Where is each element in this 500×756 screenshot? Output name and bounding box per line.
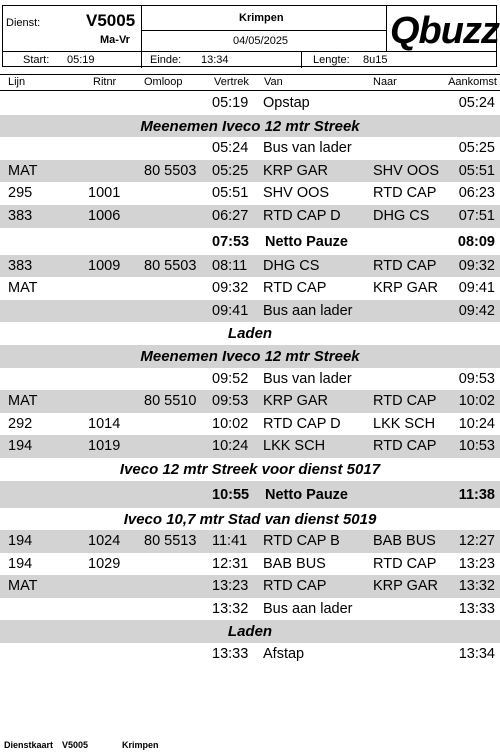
- arrival-time: 13:23: [458, 555, 495, 572]
- trip-row: [0, 390, 500, 413]
- to-stop: RTD CAP: [373, 185, 437, 202]
- line-number: MAT: [8, 162, 38, 179]
- to-stop: LKK SCH: [373, 415, 436, 432]
- lengte-label: Lengte:: [313, 54, 350, 66]
- line-number: MAT: [8, 393, 38, 410]
- trip-number: 1019: [88, 438, 121, 455]
- trip-row: [0, 137, 500, 160]
- trip-number: 1009: [88, 257, 121, 274]
- departure-time: 13:32: [212, 600, 249, 617]
- col-omloop: Omloop: [144, 76, 183, 88]
- departure-time: 13:23: [212, 578, 249, 595]
- departure-time: 05:25: [212, 162, 249, 179]
- trip-row: [0, 530, 500, 553]
- block-number: 80 5503: [144, 162, 197, 179]
- pause-row: [0, 481, 500, 508]
- trip-row: [0, 182, 500, 205]
- departure-time: 12:31: [212, 555, 249, 572]
- from-stop: RTD CAP B: [263, 533, 340, 550]
- arrival-time: 11:38: [458, 486, 495, 503]
- from-stop: Afstap: [263, 646, 305, 663]
- section-title: Laden: [227, 623, 273, 641]
- departure-time: 06:27: [212, 207, 249, 224]
- from-stop: Bus van lader: [263, 370, 352, 387]
- trip-number: 1001: [88, 185, 121, 202]
- section-title: Iveco 12 mtr Streek voor dienst 5017: [119, 460, 381, 478]
- section-title-row: [0, 322, 500, 345]
- col-naar: Naar: [373, 76, 397, 88]
- col-vertrek: Vertrek: [214, 76, 249, 88]
- line-number: MAT: [8, 280, 38, 297]
- departure-time: 05:19: [212, 95, 249, 111]
- lengte-value: 8u15: [363, 54, 388, 66]
- trip-number: 1029: [88, 555, 121, 572]
- einde-label: Einde:: [150, 54, 182, 66]
- from-stop: RTD CAP: [263, 578, 327, 595]
- qbuzz-logo: Qbuzz: [390, 10, 499, 52]
- col-ritnr: Ritnr: [93, 76, 117, 88]
- to-stop: SHV OOS: [373, 162, 440, 179]
- from-stop: KRP GAR: [263, 162, 329, 179]
- to-stop: DHG CS: [373, 207, 430, 224]
- departure-time: 10:02: [212, 415, 249, 432]
- arrival-time: 13:34: [458, 646, 495, 663]
- block-number: 80 5513: [144, 533, 197, 550]
- departure-time: 09:32: [212, 280, 249, 297]
- arrival-time: 05:51: [458, 162, 495, 179]
- col-aankomst: Aankomst: [448, 76, 497, 88]
- from-stop: SHV OOS: [263, 185, 330, 202]
- arrival-time: 09:32: [458, 257, 495, 274]
- arrival-time: 10:53: [458, 438, 495, 455]
- from-stop: KRP GAR: [263, 393, 329, 410]
- trip-number: 1014: [88, 415, 121, 432]
- trip-row: [0, 160, 500, 183]
- arrival-time: 05:24: [458, 95, 495, 111]
- arrival-time: 09:42: [458, 302, 495, 319]
- section-title-row: [0, 115, 500, 138]
- start-value: 05:19: [67, 54, 95, 66]
- section-title: Meenemen Iveco 12 mtr Streek: [140, 347, 360, 365]
- to-stop: BAB BUS: [373, 533, 436, 550]
- from-stop: Bus van lader: [263, 140, 352, 157]
- arrival-time: 06:23: [458, 185, 495, 202]
- days: Ma-Vr: [100, 34, 130, 46]
- arrival-time: 10:02: [458, 393, 495, 410]
- arrival-time: 08:09: [457, 233, 495, 250]
- from-stop: Bus aan lader: [263, 600, 353, 617]
- departure-time: 09:53: [212, 393, 249, 410]
- footer-location: Krimpen: [122, 740, 159, 750]
- from-stop: Netto Pauze: [265, 486, 348, 503]
- trip-row: [0, 205, 500, 228]
- col-lijn: Lijn: [8, 76, 26, 88]
- departure-time: 05:51: [212, 185, 249, 202]
- to-stop: RTD CAP: [373, 555, 437, 572]
- location: Krimpen: [239, 12, 284, 24]
- from-stop: DHG CS: [263, 257, 320, 274]
- arrival-time: 09:41: [458, 280, 495, 297]
- block-number: 80 5503: [144, 257, 197, 274]
- block-number: 80 5510: [144, 393, 197, 410]
- departure-time: 09:52: [212, 370, 249, 387]
- section-title: Meenemen Iveco 12 mtr Streek: [140, 117, 360, 135]
- departure-time: 11:41: [212, 533, 248, 550]
- line-number: 194: [8, 533, 33, 550]
- departure-time: 05:24: [212, 140, 249, 157]
- arrival-time: 10:24: [458, 415, 495, 432]
- departure-time: 07:53: [212, 233, 250, 250]
- footer-dienst: V5005: [62, 740, 89, 750]
- date: 04/05/2025: [233, 35, 289, 47]
- dienst-value: V5005: [86, 11, 136, 30]
- trip-row: [0, 553, 500, 576]
- from-stop: RTD CAP D: [263, 415, 341, 432]
- section-title: Iveco 10,7 mtr Stad van dienst 5019: [123, 510, 377, 528]
- header-box: [2, 5, 497, 67]
- line-number: 194: [8, 438, 33, 455]
- from-stop: LKK SCH: [263, 438, 326, 455]
- pause-row: [0, 228, 500, 255]
- from-stop: Netto Pauze: [265, 233, 348, 250]
- departure-time: 10:55: [212, 486, 250, 503]
- footer-doc: Dienstkaart: [4, 740, 54, 750]
- line-number: 292: [8, 415, 33, 432]
- from-stop: BAB BUS: [263, 555, 326, 572]
- from-stop: RTD CAP D: [263, 207, 341, 224]
- trip-row: [0, 368, 500, 391]
- trip-row: [0, 435, 500, 458]
- trip-row: [0, 598, 500, 621]
- section-title-row: [0, 458, 500, 481]
- arrival-time: 05:25: [458, 140, 495, 157]
- line-number: 295: [8, 185, 33, 202]
- trip-row: [0, 643, 500, 666]
- to-stop: RTD CAP: [373, 438, 437, 455]
- from-stop: Bus aan lader: [263, 302, 353, 319]
- section-title-row: [0, 345, 500, 368]
- trip-row: [0, 575, 500, 598]
- from-stop: RTD CAP: [263, 280, 327, 297]
- departure-time: 13:33: [212, 646, 249, 663]
- section-title-row: [0, 508, 500, 531]
- einde-value: 13:34: [201, 54, 229, 66]
- departure-time: 10:24: [212, 438, 249, 455]
- line-number: 383: [8, 257, 33, 274]
- to-stop: KRP GAR: [373, 578, 439, 595]
- schedule-rows: [0, 92, 500, 666]
- dienst-label: Dienst:: [6, 17, 41, 29]
- trip-row: [0, 255, 500, 278]
- section-title-row: [0, 620, 500, 643]
- departure-time: 08:11: [212, 257, 248, 274]
- column-header: [0, 74, 500, 91]
- trip-row: [0, 413, 500, 436]
- trip-number: 1024: [88, 533, 121, 550]
- from-stop: Opstap: [263, 95, 310, 111]
- col-van: Van: [264, 76, 283, 88]
- trip-row: [0, 92, 500, 115]
- arrival-time: 07:51: [458, 207, 495, 224]
- trip-row: [0, 277, 500, 300]
- section-title: Laden: [227, 325, 273, 343]
- line-number: 194: [8, 555, 33, 572]
- arrival-time: 13:33: [458, 600, 495, 617]
- line-number: 383: [8, 207, 33, 224]
- start-label: Start:: [23, 54, 50, 66]
- to-stop: RTD CAP: [373, 393, 437, 410]
- arrival-time: 09:53: [458, 370, 495, 387]
- departure-time: 09:41: [212, 302, 249, 319]
- line-number: MAT: [8, 578, 38, 595]
- trip-row: [0, 300, 500, 323]
- to-stop: KRP GAR: [373, 280, 439, 297]
- arrival-time: 13:32: [458, 578, 495, 595]
- to-stop: RTD CAP: [373, 257, 437, 274]
- trip-number: 1006: [88, 207, 121, 224]
- arrival-time: 12:27: [458, 533, 495, 550]
